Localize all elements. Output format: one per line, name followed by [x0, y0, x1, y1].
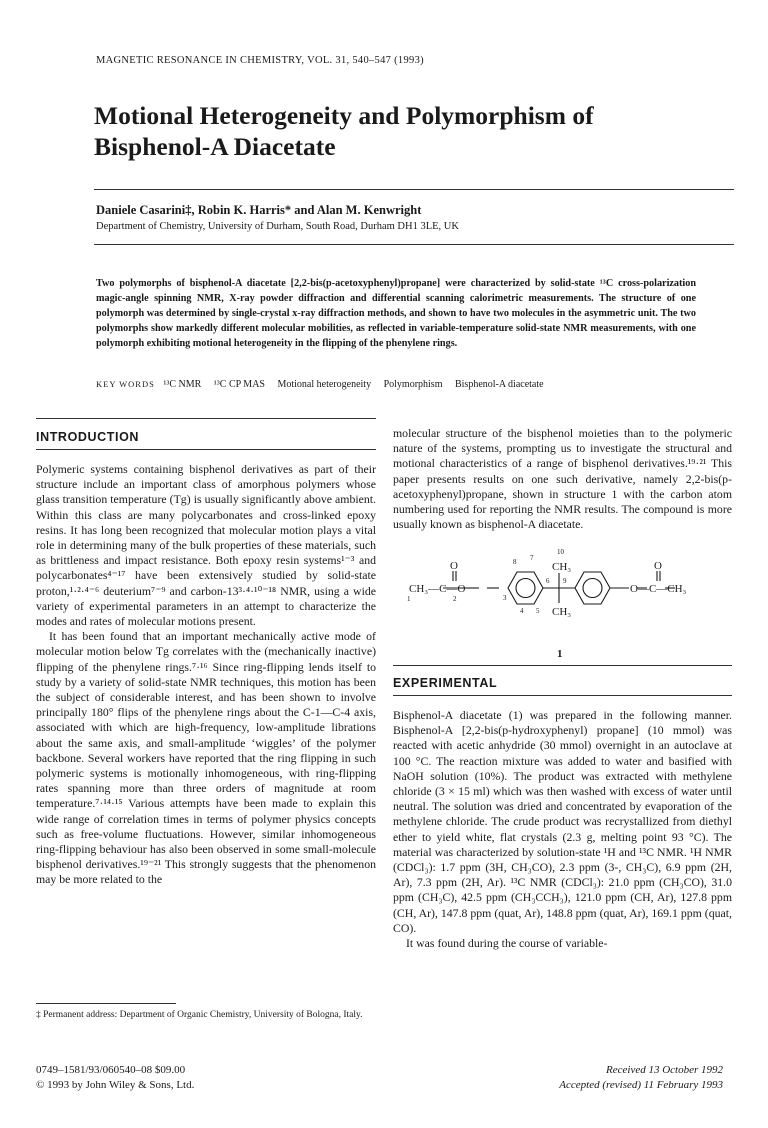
svg-text:10: 10: [557, 548, 564, 556]
chemical-structure: [393, 545, 732, 645]
svg-text:3: 3: [503, 594, 507, 602]
intro-paragraph-1: Polymeric systems containing bisphenol derivatives as part of their structure include an important class of amorphous polymers whose glass transition temperature (Tg) is usually significantly above ambient. Within this class are many polycarbonates and cross-linked epoxy resins. It has long been recognized that molecular motion plays a vital role in determining many of the bulk properties of these materials, such as brittleness and impact resistance. Both epoxy resin systems¹⁻³ and polycarbonates⁴⁻¹⁷ have been extensively studied by solid-state proton,¹·²·⁴⁻⁶ deuterium⁷⁻⁹ and carbon-13³·⁴·¹⁰⁻¹⁸ NMR, using a wide variety of experimental parameters in an attempt to characterize the modes and rates of molecular motions present.: [36, 462, 376, 629]
right-paragraph-1: molecular structure of the bisphenol moieties than to the polymeric nature of the systems, prompting us to investigate the structural and motional characteristics of a range of bisphenol derivatives.¹⁹·²¹ This paper presents results on one such derivative, namely 2,2-bis(p-acetoxyphenyl)propane, shown in structure 1 with the carbon atom numbering used for reporting the NMR results. The compound is more usually known as bisphenol-A diacetate.: [393, 426, 732, 532]
svg-text:9: 9: [563, 577, 567, 585]
keyword-3: Motional heterogeneity: [277, 379, 372, 390]
issn-code: 0749–1581/93/060540–08 $09.00: [36, 1064, 186, 1076]
affiliation: Department of Chemistry, University of Durham, South Road, Durham DH1 3LE, UK: [96, 221, 459, 232]
experimental-paragraph-1: Bisphenol-A diacetate (1) was prepared in the following manner. Bisphenol-A [2,2-bis(p-hydroxyphenyl) propane] (10 mmol) was reacted with acetic anhydride (30 mmol) overnight in an autoclave at 100 °C. The reaction mixture was added to water and basified with NaOH solution (10%). The product was extracted with methylene chloride (3 × 15 ml) which was then washed with excess of water until neutral. The solution was dried and concentrated by evaporation of the methylene chloride. The crude product was recrystallized from diethyl ether to yield white, flat crystals (2.3 g, melting point 93 °C). The material was characterized by solution-state ¹H and ¹³C NMR. ¹H NMR (CDCl₃): 1.7 ppm (3H, CH₃CO), 2.3 ppm (3-, CH₃C), 6.9 ppm (2H, Ar), 7.3 ppm (2H, Ar). ¹³C NMR (CDCl₃): 21.0 ppm (CH₃CO), 31.0 ppm (CH₃C), 42.5 ppm (CH₃CCH₃), 121.0 ppm (CH, Ar), 127.8 ppm (CH, Ar), 147.8 ppm (quat, Ar), 148.8 ppm (quat, Ar), 169.1 ppm (quat, CO).: [393, 708, 732, 935]
intro-paragraph-2: It has been found that an important mechanically active mode of molecular motion below Tg correlates with the (mechanically inactive) flipping of the phenylene rings.⁷·¹⁶ Since ring-flipping lends itself to study by a variety of solid-state NMR techniques, this motion has been the subject of considerable interest, and has been shown to involve principally 180° flips of the phenylene rings about the C-1—C-4 axis, associated with which are high-frequency, low-amplitude librations about the same axis, and small-amplitude ‘wiggles’ of the polymer backbone. Several workers have reported that the ring flipping in such polymeric systems is motionally inhomogeneous, with ring-flipping rates spanning more than three orders of magnitude at room temperature.⁷·¹⁴·¹⁵ Various attempts have been made to explain this wide range of correlation times in terms of polymer physics concepts such as free-volume fluctuations. However, similar inhomogeneous ring-flipping behaviour has also been observed in some small-molecule bisphenol derivatives.¹⁹⁻²¹ This strongly suggests that the phenomenon may be more related to the: [36, 629, 376, 887]
intro-top-rule: [36, 418, 376, 419]
keyword-1: ¹³C NMR: [163, 379, 202, 390]
svg-text:7: 7: [530, 554, 534, 562]
svg-text:O: O: [654, 560, 662, 572]
svg-text:1: 1: [407, 595, 411, 603]
abstract: Two polymorphs of bisphenol-A diacetate [2,2-bis(p-acetoxyphenyl)propane] were characterized by solid-state ¹³C cross-polarization magic-angle spinning NMR, X-ray powder diffraction and differential scanning calorimetric measurements. The structure of one polymorph was determined by single-crystal x-ray diffraction methods, and shown to have two molecules in the asymmetric unit. The two polymorphs show markedly different molecular mobilities, as reflected in variable-temperature solid-state NMR measurements, with one polymorph exhibiting motional heterogeneity in the flipping of the phenylene rings.: [96, 278, 696, 349]
svg-text:CH₃: CH₃: [552, 561, 572, 573]
footnote-rule: [36, 1003, 176, 1004]
journal-header: MAGNETIC RESONANCE IN CHEMISTRY, VOL. 31, 540–547 (1993): [96, 55, 424, 66]
accepted-date: Accepted (revised) 11 February 1993: [559, 1079, 723, 1091]
authors: Daniele Casarini‡, Robin K. Harris* and Alan M. Kenwright: [96, 203, 422, 217]
experimental-paragraph-2: It was found during the course of variable-: [406, 936, 608, 951]
exp-bottom-rule: [393, 695, 732, 696]
publication-info: [36, 1063, 194, 1093]
svg-text:CH₃: CH₃: [552, 606, 572, 618]
svg-text:O—C—CH₃: O—C—CH₃: [630, 583, 687, 595]
keyword-4: Polymorphism: [383, 379, 443, 390]
svg-text:6: 6: [546, 577, 550, 585]
svg-text:CH₃—C—O: CH₃—C—O: [409, 583, 466, 595]
svg-text:5: 5: [536, 607, 540, 615]
intro-column: [36, 462, 376, 888]
affiliation-rule: [94, 244, 734, 245]
received-date: Received 13 October 1992: [606, 1064, 723, 1076]
title-line-1: Motional Heterogeneity and Polymorphism of: [94, 101, 594, 130]
keywords: [96, 379, 554, 390]
svg-text:8: 8: [513, 558, 517, 566]
received-dates: [420, 1063, 723, 1093]
keyword-5: Bisphenol-A diacetate: [454, 379, 544, 390]
copyright-notice: © 1993 by John Wiley & Sons, Ltd.: [36, 1079, 195, 1091]
experimental-column: [393, 708, 732, 951]
exp-top-rule: [393, 665, 732, 666]
keyword-2: ¹³C CP MAS: [213, 379, 265, 390]
keywords-label: KEY WORDS: [96, 379, 155, 389]
intro-heading: INTRODUCTION: [36, 430, 140, 444]
footnote: ‡ Permanent address: Department of Organic Chemistry, University of Bologna, Italy.: [36, 1010, 363, 1020]
right-column-intro: [393, 426, 732, 532]
paper-title: [94, 100, 694, 162]
experimental-heading: EXPERIMENTAL: [393, 676, 498, 690]
svg-text:2: 2: [453, 595, 457, 603]
svg-text:4: 4: [520, 607, 524, 615]
intro-bottom-rule: [36, 449, 376, 450]
title-rule: [94, 189, 734, 190]
svg-text:O: O: [450, 560, 458, 572]
structure-label: 1: [557, 648, 563, 660]
title-line-2: Bisphenol-A Diacetate: [94, 132, 336, 161]
